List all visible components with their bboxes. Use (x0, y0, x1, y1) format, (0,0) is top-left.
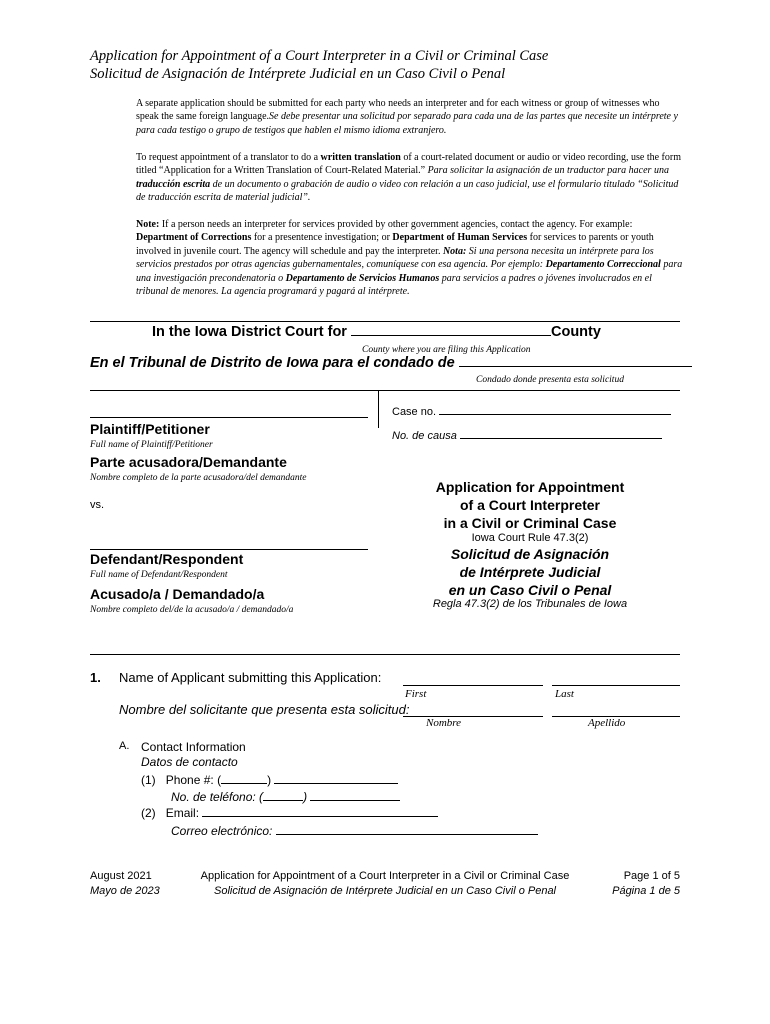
intro-p1-es: Se debe presentar una solicitud por separado para cada una de las partes que necesite un intérprete y para cada testigo o grupo de testigos que hablen el mismo idioma extranjero. (136, 111, 678, 136)
note-text-c: for a presentence investigation; or (251, 232, 393, 244)
county-hint: County where you are filing this Application (362, 345, 531, 355)
court-en-prefix: In the Iowa District Court for (152, 324, 347, 340)
case-no-field[interactable] (439, 414, 671, 415)
phone-number-index: (1) (141, 773, 156, 787)
court-es-prefix: En el Tribunal de Distrito de Iowa para el condado de (90, 355, 455, 371)
county-field[interactable] (351, 335, 551, 336)
intro-p2-es: Para solicitar la asignación de un traductor para hacer una (427, 165, 669, 177)
form-title-es-1: Solicitud de Asignación (450, 546, 610, 562)
footer-page-en: Page 1 of 5 (623, 870, 680, 882)
footer-page-es: Página 1 de 5 (612, 885, 680, 897)
note-bold-2: Department of Human Services (392, 232, 528, 244)
first-name-field[interactable] (403, 685, 543, 686)
nota-label: Nota: (442, 245, 467, 257)
footer-date-en: August 2021 (90, 870, 152, 882)
defendant-name-line[interactable] (90, 549, 368, 550)
case-no-row (392, 406, 671, 418)
nota-text-a: Si una persona necesita un intérprete para los servicios prestados por otras agencias gubernamentales, comuníquese con esa agencia. Por ejemplo: (136, 245, 654, 271)
court-rule-en: Iowa Court Rule 47.3(2) (471, 532, 589, 544)
form-title-es-2: de Intérprete Judicial (459, 564, 601, 580)
footer-title-en: Application for Appointment of a Court Interpreter in a Civil or Criminal Case (200, 870, 570, 882)
intro-p2-text: To request appointment of a translator to do a (136, 152, 321, 163)
case-no-label: Case no. (392, 406, 437, 418)
applicant-name-label-es: Nombre del solicitante que presenta esta solicitud: (119, 702, 410, 717)
nombre-label: Nombre (426, 717, 462, 729)
email-field[interactable] (202, 816, 438, 817)
first-label: First (405, 688, 427, 700)
intro-paragraph-2 (136, 151, 684, 205)
form-title-en-2: of a Court Interpreter (459, 497, 600, 513)
court-rule-es: Regla 47.3(2) de los Tribunales de Iowa (432, 598, 628, 610)
condado-hint: Condado donde presenta esta solicitud (476, 375, 624, 385)
last-name-field[interactable] (552, 685, 680, 686)
plaintiff-label-es: Parte acusadora/Demandante (90, 454, 287, 470)
defendant-hint-es: Nombre completo del/de la acusado/a / demandado/a (90, 605, 294, 615)
telefono-label: No. de teléfono: ( (171, 790, 264, 804)
nota-bold-1: Departamento Correccional (545, 259, 661, 271)
intro-p2-text-b: of a court-related document or audio or video recording, use the form titled “Application for a Written Translation of Court-Related Material.” (136, 152, 681, 177)
phone-row (141, 773, 398, 787)
phone-number-field[interactable] (274, 783, 398, 784)
note-text-d: for services to parents or youth involved in juvenile court. The agency will schedule and pay the interpreter. (136, 232, 654, 257)
email-label: Email: (165, 806, 200, 820)
case-no-es-field[interactable] (460, 438, 662, 439)
note-text-a: If a person needs an interpreter for services provided by other government agencies, contact the agency. For example: (159, 219, 633, 230)
plaintiff-hint-en: Full name of Plaintiff/Petitioner (90, 440, 213, 450)
form-title-es-3: en un Caso Civil o Penal (448, 582, 612, 598)
nota-bold-2: Departamento de Servicios Humanos (285, 272, 440, 284)
last-label: Last (555, 688, 574, 700)
case-no-es-label: No. de causa (392, 430, 457, 442)
versus-label: vs. (90, 499, 105, 511)
phone-label: Phone #: ( (165, 773, 222, 787)
nota-text-d: para servicios a padres o jóvenes involucrados en el tribunal de menores. La agencia programará y pagará al intérprete. (136, 272, 652, 298)
section-divider-top (90, 321, 680, 322)
section-divider-bottom (90, 654, 680, 655)
intro-note (136, 218, 684, 298)
defendant-hint-en: Full name of Defendant/Respondent (90, 570, 228, 580)
telefono-paren-close: ) (303, 790, 308, 804)
section-1-number: 1. (90, 670, 101, 685)
contact-a-label: A. (119, 740, 130, 752)
plaintiff-name-line[interactable] (90, 417, 368, 418)
defendant-label-es: Acusado/a / Demandado/a (90, 586, 265, 602)
telefono-area-code-field[interactable] (263, 800, 303, 801)
case-no-es-row (392, 430, 662, 442)
nombre-field[interactable] (403, 716, 543, 717)
nota-text-c: para una investigación precondenatoria o (136, 259, 683, 284)
applicant-name-label-en: Name of Applicant submitting this Application: (119, 670, 382, 685)
apellido-label: Apellido (588, 717, 626, 729)
email-index: (2) (141, 806, 156, 820)
email-row-es (171, 824, 538, 838)
section-divider-court (90, 390, 680, 391)
court-en-suffix: County (550, 324, 601, 340)
note-bold-1: Department of Corrections (136, 232, 252, 244)
document-title-en: Application for Appointment of a Court Interpreter in a Civil or Criminal Case (90, 48, 549, 64)
contact-info-en: Contact Information (141, 740, 246, 754)
plaintiff-label-en: Plaintiff/Petitioner (90, 421, 210, 437)
document-title-es: Solicitud de Asignación de Intérprete Judicial en un Caso Civil o Penal (90, 66, 506, 82)
condado-field[interactable] (459, 366, 692, 367)
court-line-en (152, 324, 601, 340)
intro-p1-en: A separate application should be submitted for each party who needs an interpreter and for each witness or group of witnesses who speak the same foreign language. (136, 98, 660, 123)
footer-date-es: Mayo de 2023 (90, 885, 160, 897)
footer-title-es: Solicitud de Asignación de Intérprete Judicial en un Caso Civil o Penal (213, 885, 556, 897)
intro-p2-es-bold: traducción escrita (136, 178, 211, 190)
phone-paren-close: ) (267, 773, 272, 787)
court-line-es (90, 355, 692, 371)
email-row (141, 806, 438, 820)
defendant-label-en: Defendant/Respondent (90, 551, 244, 567)
form-title-en-3: in a Civil or Criminal Case (443, 515, 617, 531)
form-title-en-1: Application for Appointment (435, 479, 625, 495)
note-label: Note: (136, 219, 160, 230)
phone-area-code-field[interactable] (221, 783, 267, 784)
telefono-number-field[interactable] (310, 800, 400, 801)
phone-row-es (171, 790, 400, 804)
intro-paragraph-1 (136, 97, 684, 137)
correo-label: Correo electrónico: (171, 824, 273, 838)
vertical-divider (378, 390, 379, 428)
intro-p2-es-b: de un documento o grabación de audio o video con relación a un caso judicial, use el formulario titulado “Solicitud de traducción escrita de material judicial”. (136, 178, 679, 204)
plaintiff-hint-es: Nombre completo de la parte acusadora/del demandante (90, 473, 307, 483)
correo-field[interactable] (276, 834, 538, 835)
intro-p2-bold: written translation (320, 152, 401, 163)
contact-info-es: Datos de contacto (141, 755, 238, 769)
